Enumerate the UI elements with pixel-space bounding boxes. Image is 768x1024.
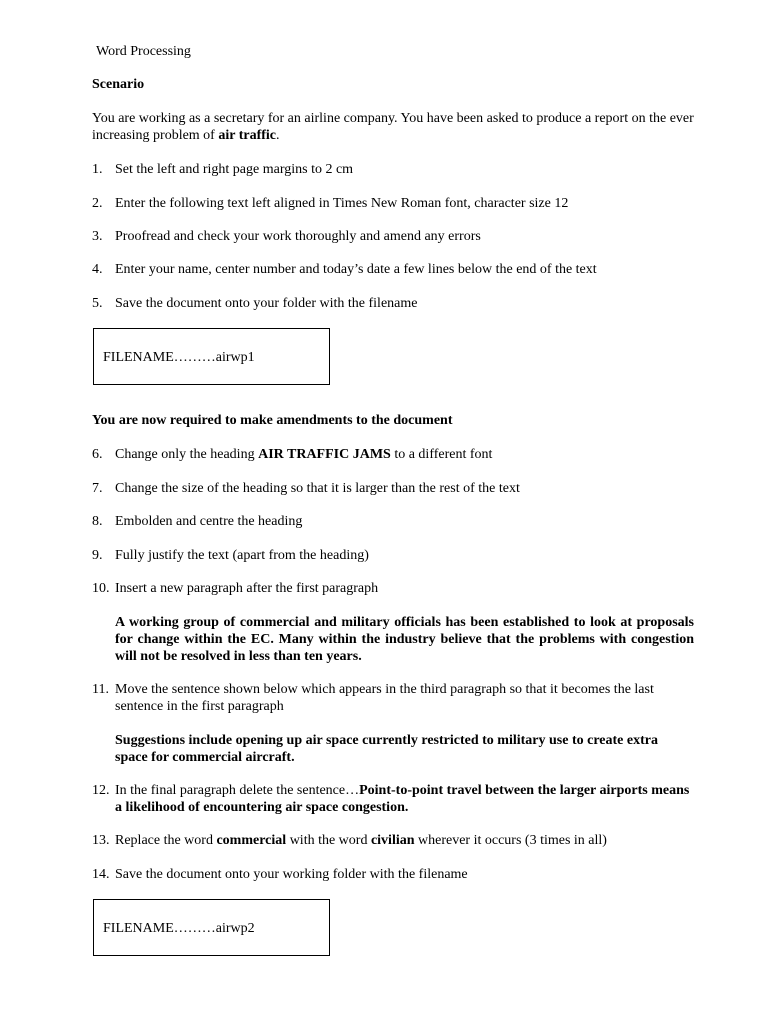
step-text [115, 782, 694, 816]
step-number: 7. [92, 481, 103, 496]
step-number: 3. [92, 229, 103, 244]
step-text: Save the document onto your working folder with the filename [115, 867, 468, 882]
step-bold-text: AIR TRAFFIC JAMS [258, 447, 391, 462]
step-text: Move the sentence shown below which appears in the third paragraph so that it becomes the last sentence in the first paragraph [115, 682, 654, 714]
step-number: 11. [92, 682, 109, 697]
list-item-step-9 [92, 547, 694, 564]
step-bold-text: commercial [216, 833, 287, 848]
filename-text: FILENAME………airwp1 [103, 350, 255, 365]
step-text [115, 832, 694, 849]
step-bold-text: civilian [370, 833, 415, 848]
step-text: Fully justify the text (apart from the heading) [115, 548, 369, 563]
step-text: Save the document onto your folder with the filename [115, 296, 418, 311]
step-number: 2. [92, 196, 103, 211]
step-text-part: Replace the word [115, 833, 217, 848]
step-text-part: In the final paragraph delete the sentence… [115, 783, 360, 798]
move-sentence-text: Suggestions include opening up air space currently restricted to military use to create extra space for commercial aircraft. [115, 733, 658, 765]
list-item-step-7 [92, 480, 694, 497]
step-number: 10. [92, 581, 110, 596]
step-number: 9. [92, 548, 103, 563]
step-number: 13. [92, 833, 110, 848]
step-text-part: Change only the heading [115, 447, 259, 462]
step-text: Embolden and centre the heading [115, 514, 303, 529]
filename-text: FILENAME………airwp2 [103, 921, 255, 936]
step-number: 1. [92, 162, 103, 177]
list-item-step-11 [92, 681, 694, 715]
step-text: Enter the following text left aligned in Times New Roman font, character size 12 [115, 196, 569, 211]
filename-box-1 [93, 328, 330, 385]
list-item-step-1 [92, 161, 694, 178]
step-number: 12. [92, 783, 110, 798]
insert-paragraph-text: A working group of commercial and military officials has been established to look at proposals for change within the EC. Many within the industry believe that the problems with congestion will not be resolved in less than ten years. [115, 615, 694, 664]
filename-box-2 [93, 899, 330, 956]
list-item-step-13 [92, 832, 694, 849]
list-item-step-5 [92, 295, 694, 312]
step-text [115, 446, 694, 463]
scenario-intro [92, 110, 702, 144]
step-number: 8. [92, 514, 103, 529]
intro-text: You are working as a secretary for an airline company. You have been asked to produce a report on the ever increasing problem of [92, 111, 694, 143]
list-item-step-8 [92, 513, 694, 530]
step-text: Set the left and right page margins to 2 cm [115, 162, 354, 177]
list-item-step-4 [92, 261, 694, 278]
step-text-part: wherever it occurs (3 times in all) [414, 833, 607, 848]
step-text: Insert a new paragraph after the first paragraph [115, 581, 379, 596]
list-item-step-2 [92, 195, 694, 212]
step-text: Enter your name, center number and today’s date a few lines below the end of the text [115, 262, 597, 277]
list-item-step-6 [92, 446, 694, 463]
scenario-heading: Scenario [92, 77, 145, 92]
document-title: Word Processing [96, 44, 191, 59]
list-item-step-10 [92, 580, 694, 597]
step-number: 5. [92, 296, 103, 311]
amendments-heading: You are now required to make amendments to the document [92, 413, 453, 428]
step-text: Change the size of the heading so that it is larger than the rest of the text [115, 481, 520, 496]
step-bold-text: Point-to-point travel between the larger airports means a likelihood of encountering air space congestion. [115, 783, 690, 815]
step-text-part: with the word [286, 833, 371, 848]
step-text: Proofread and check your work thoroughly and amend any errors [115, 229, 481, 244]
intro-bold-text: air traffic [218, 128, 277, 143]
list-item-step-14 [92, 866, 694, 883]
step-number: 6. [92, 447, 103, 462]
list-item-step-12 [92, 782, 694, 816]
intro-end: . [276, 128, 280, 143]
step-number: 4. [92, 262, 103, 277]
list-item-step-3 [92, 228, 694, 245]
step-number: 14. [92, 867, 110, 882]
step-text-part: to a different font [390, 447, 493, 462]
